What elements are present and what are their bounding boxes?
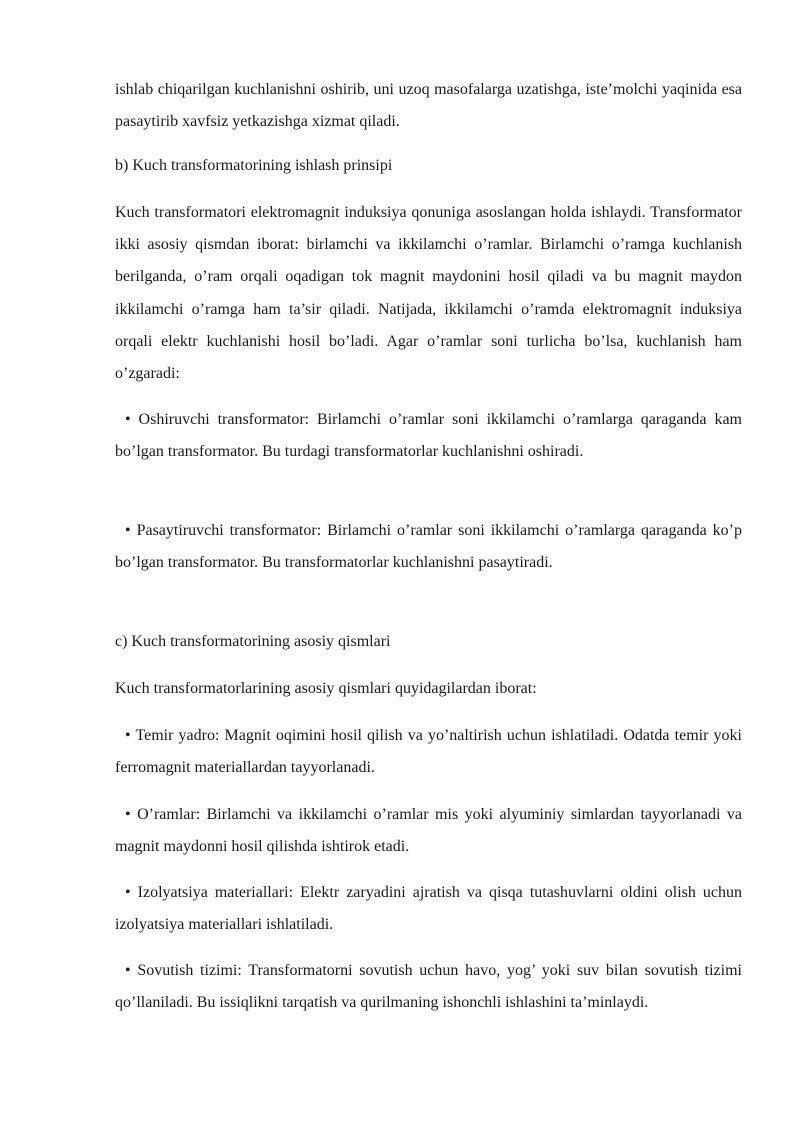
bullet-step-up-transformer: • Oshiruvchi transformator: Birlamchi o’ramlar soni ikkilamchi o’ramlarga qaraganda kam bo’lgan transformator. Bu turdagi transformatorlar kuchlanishni oshiradi. — [115, 411, 742, 461]
parts-intro-paragraph: Kuch transformatorlarining asosiy qismlari quyidagilardan iborat: — [115, 680, 537, 697]
section-heading-b: b) Kuch transformatorining ishlash prinsipi — [115, 157, 393, 174]
bullet-insulation: • Izolyatsiya materiallari: Elektr zaryadini ajratish va qisqa tutashuvlarni oldini olish uchun izolyatsiya materiallari ishlatiladi. — [115, 884, 742, 934]
principle-paragraph: Kuch transformatori elektromagnit induksiya qonuniga asoslangan holda ishlaydi. Transformator ikki asosiy qismdan iborat: birlamchi va ikkilamchi o’ramlar. Birlamchi o’ramga kuchlanish berilganda, o’ram orqali oqadigan tok magnit maydonini hosil qiladi va bu magnit maydon ikkilamchi o’ramga ham ta’sir qiladi. Natijada, ikkilamchi o’ramda elektromagnit induksiya orqali elektr kuchlanishi hosil bo’ladi. Agar o’ramlar soni turlicha bo’lsa, kuchlanish ham o’zgaradi: — [115, 204, 742, 383]
section-heading-c: c) Kuch transformatorining asosiy qismlari — [115, 633, 391, 650]
bullet-iron-core: • Temir yadro: Magnit oqimini hosil qilish va yo’naltirish uchun ishlatiladi. Odatda temir yoki ferromagnit materiallardan tayyorlanadi. — [115, 727, 742, 777]
bullet-windings: • O’ramlar: Birlamchi va ikkilamchi o’ramlar mis yoki alyuminiy simlardan tayyorlanadi va magnit maydonni hosil qilishda ishtirok etadi. — [115, 806, 742, 856]
bullet-step-down-transformer: • Pasaytiruvchi transformator: Birlamchi o’ramlar soni ikkilamchi o’ramlarga qaraganda ko’p bo’lgan transformator. Bu transformatorlar kuchlanishni pasaytiradi. — [115, 522, 742, 572]
intro-paragraph: ishlab chiqarilgan kuchlanishni oshirib, uni uzoq masofalarga uzatishga, iste’molchi yaqinida esa pasaytirib xavfsiz yetkazishga xizmat qiladi. — [115, 81, 742, 131]
bullet-cooling-system: • Sovutish tizimi: Transformatorni sovutish uchun havo, yog’ yoki suv bilan sovutish tizimi qo’llaniladi. Bu issiqlikni tarqatish va qurilmaning ishonchli ishlashini ta’minlaydi. — [115, 962, 742, 1012]
